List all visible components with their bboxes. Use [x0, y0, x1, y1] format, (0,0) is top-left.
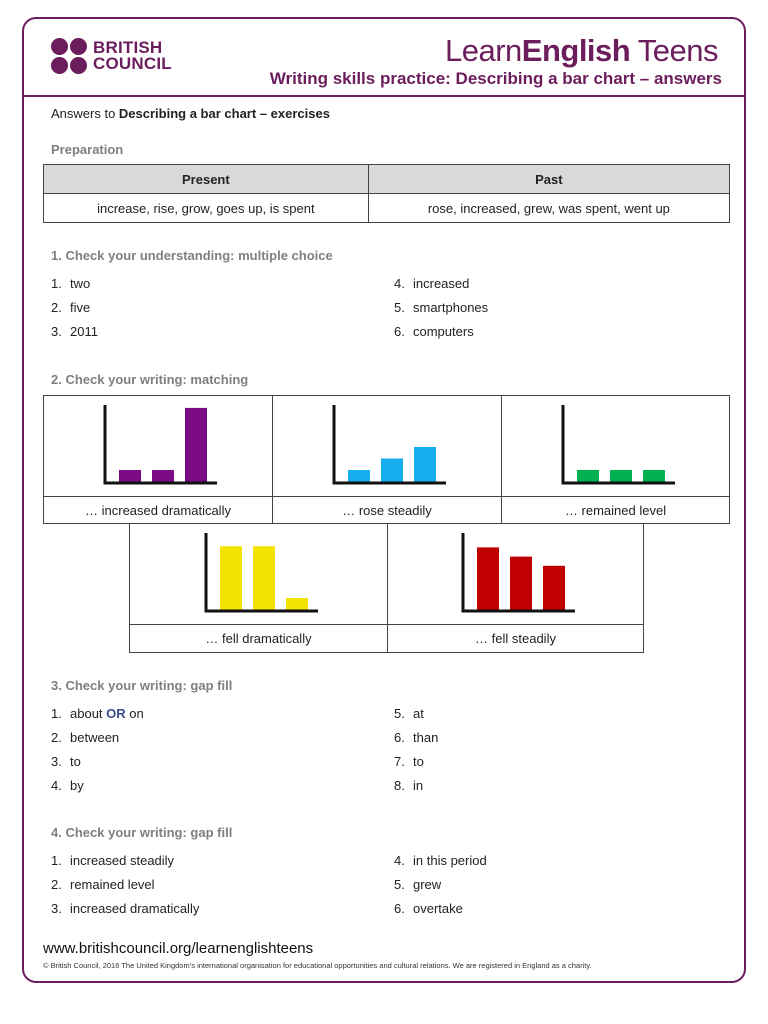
- list-item: 4. by: [51, 778, 84, 793]
- list-item: 1. about OR on: [51, 706, 144, 721]
- bar-2: [610, 470, 632, 482]
- matching-cell: [502, 396, 729, 523]
- bar-3: [414, 447, 436, 482]
- bar-1: [220, 546, 242, 609]
- caption-rose-steadily: … rose steadily: [342, 503, 432, 518]
- section4-answers-left: [51, 849, 199, 921]
- table-header-present: Present: [44, 165, 369, 194]
- list-item: 8. in: [394, 778, 424, 793]
- matching-cell: [130, 524, 388, 652]
- list-item: 6. computers: [394, 324, 474, 339]
- bar-chart-fell-dramatically: [194, 529, 324, 619]
- list-item: 6. than: [394, 730, 439, 745]
- list-item: 2. five: [51, 300, 91, 315]
- logo-dots-icon: [51, 38, 87, 74]
- section3-heading: 3. Check your writing: gap fill: [51, 678, 233, 693]
- list-item: 3. increased dramatically: [51, 901, 200, 916]
- footer-copyright: © British Council, 2016 The United Kingdom’s international organisation for educational opportunities and cultural relations. We are registered in England as a charity.: [43, 961, 592, 970]
- page-title: Writing skills practice: Describing a bar chart – answers: [269, 69, 722, 88]
- logo-text-line1: BRITISH: [93, 38, 163, 57]
- matching-row-1: [43, 395, 730, 524]
- bar-chart-increased-dramatically: [93, 401, 223, 491]
- section4-heading: 4. Check your writing: gap fill: [51, 825, 233, 840]
- list-item: 5. smartphones: [394, 300, 489, 315]
- bar-2: [253, 546, 275, 609]
- bar-1: [348, 470, 370, 482]
- caption-remained-level: … remained level: [564, 503, 667, 518]
- table-cell-present: increase, rise, grow, goes up, is spent: [44, 194, 369, 223]
- list-item: 4. in this period: [394, 853, 487, 868]
- logo-text-line2: COUNCIL: [93, 54, 172, 73]
- bar-1: [477, 547, 499, 609]
- list-item: 5. at: [394, 706, 424, 721]
- matching-cell: [273, 396, 502, 523]
- bar-3: [543, 566, 565, 610]
- matching-cell: [44, 396, 273, 523]
- bar-chart-remained-level: [551, 401, 681, 491]
- list-item: 2. remained level: [51, 877, 155, 892]
- section1-heading: 1. Check your understanding: multiple choice: [51, 248, 333, 263]
- list-item: 3. 2011: [51, 324, 98, 339]
- header-divider: [22, 95, 746, 97]
- section3-answers-right: [394, 702, 438, 798]
- matching-row-2: [129, 523, 644, 653]
- bar-3: [286, 598, 308, 610]
- list-item: 1. two: [51, 276, 91, 291]
- section3-answers-left: [51, 702, 144, 798]
- table-header-past: Past: [368, 165, 729, 194]
- bar-1: [577, 470, 599, 482]
- bar-2: [510, 557, 532, 610]
- list-item: 3. to: [51, 754, 81, 769]
- section2-heading: 2. Check your writing: matching: [51, 372, 249, 387]
- table-cell-past: rose, increased, grew, was spent, went up: [368, 194, 729, 223]
- section1-answers-left: [51, 272, 98, 344]
- preparation-heading: Preparation: [51, 142, 124, 157]
- caption-fell-steadily: … fell steadily: [475, 631, 556, 646]
- preparation-table: [43, 164, 730, 223]
- caption-increased-dramatically: … increased dramatically: [85, 503, 231, 518]
- list-item: 2. between: [51, 730, 120, 745]
- list-item: 5. grew: [394, 877, 442, 892]
- list-item: 7. to: [394, 754, 424, 769]
- bar-3: [185, 408, 207, 482]
- bar-1: [119, 470, 141, 482]
- caption-fell-dramatically: … fell dramatically: [205, 631, 312, 646]
- bar-3: [643, 470, 665, 482]
- list-item: 4. increased: [394, 276, 470, 291]
- bar-2: [381, 459, 403, 482]
- footer-url[interactable]: www.britishcouncil.org/learnenglishteens: [43, 940, 314, 957]
- intro-line: Answers to Describing a bar chart – exercises: [51, 106, 330, 121]
- or-emphasis: OR: [106, 706, 126, 721]
- bar-chart-fell-steadily: [451, 529, 581, 619]
- section4-answers-right: [394, 849, 487, 921]
- british-council-logo: [51, 38, 172, 74]
- bar-2: [152, 470, 174, 482]
- section1-answers-right: [394, 272, 488, 344]
- matching-cell: [388, 524, 643, 652]
- list-item: 1. increased steadily: [51, 853, 175, 868]
- learnenglish-teens-brand: LearnEnglish Teens: [444, 33, 718, 68]
- list-item: 6. overtake: [394, 901, 463, 916]
- bar-chart-rose-steadily: [322, 401, 452, 491]
